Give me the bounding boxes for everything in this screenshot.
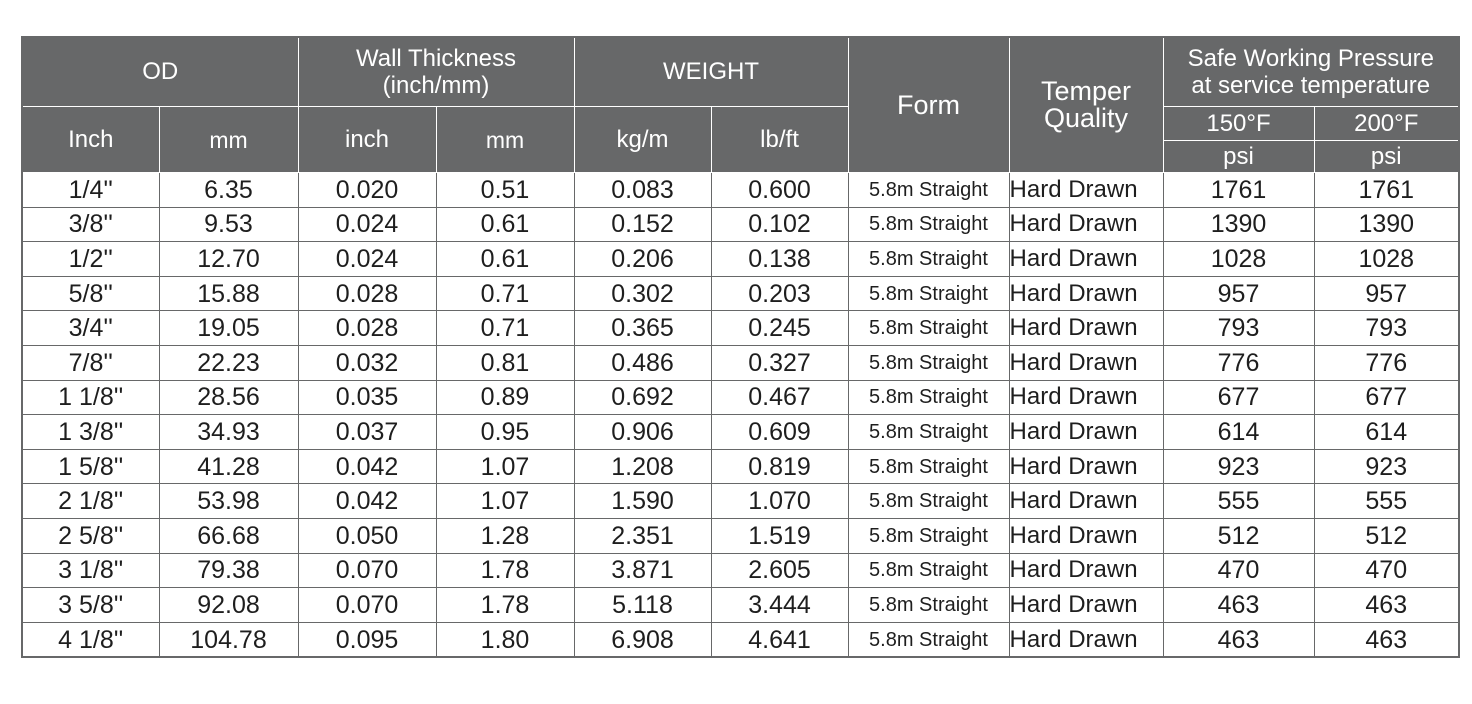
cell-form: 5.8m Straight xyxy=(848,380,1009,415)
cell-wall-mm: 0.89 xyxy=(436,380,574,415)
cell-psi-200f: 614 xyxy=(1314,415,1459,450)
cell-weight-lb-ft: 1.519 xyxy=(711,518,848,553)
cell-psi-150f: 1761 xyxy=(1163,173,1314,208)
cell-od-inch: 3 5/8'' xyxy=(22,588,159,623)
header-wall-inch: inch xyxy=(298,107,436,173)
cell-od-inch: 2 5/8'' xyxy=(22,518,159,553)
cell-psi-150f: 555 xyxy=(1163,484,1314,519)
cell-psi-200f: 1390 xyxy=(1314,207,1459,242)
cell-temper-quality: Hard Drawn xyxy=(1009,415,1163,450)
cell-weight-kg-m: 0.083 xyxy=(574,173,711,208)
cell-wall-inch: 0.024 xyxy=(298,207,436,242)
cell-od-inch: 4 1/8'' xyxy=(22,622,159,657)
cell-weight-kg-m: 1.208 xyxy=(574,449,711,484)
cell-psi-200f: 1028 xyxy=(1314,242,1459,277)
cell-form: 5.8m Straight xyxy=(848,276,1009,311)
cell-psi-150f: 1028 xyxy=(1163,242,1314,277)
cell-od-inch: 5/8'' xyxy=(22,276,159,311)
cell-wall-inch: 0.095 xyxy=(298,622,436,657)
cell-form: 5.8m Straight xyxy=(848,311,1009,346)
header-form: Form xyxy=(848,37,1009,173)
cell-form: 5.8m Straight xyxy=(848,415,1009,450)
header-temper-quality: Temper Quality xyxy=(1009,37,1163,173)
cell-weight-kg-m: 1.590 xyxy=(574,484,711,519)
table-row xyxy=(22,173,1459,208)
cell-temper-quality: Hard Drawn xyxy=(1009,484,1163,519)
header-weight-lb-ft: lb/ft xyxy=(711,107,848,173)
cell-weight-kg-m: 0.206 xyxy=(574,242,711,277)
cell-od-mm: 79.38 xyxy=(159,553,298,588)
cell-od-inch: 1 1/8'' xyxy=(22,380,159,415)
cell-wall-mm: 1.80 xyxy=(436,622,574,657)
header-temp-200f: 200°F xyxy=(1314,107,1459,141)
cell-wall-inch: 0.024 xyxy=(298,242,436,277)
cell-od-mm: 12.70 xyxy=(159,242,298,277)
cell-weight-lb-ft: 0.609 xyxy=(711,415,848,450)
cell-od-mm: 9.53 xyxy=(159,207,298,242)
cell-weight-kg-m: 0.302 xyxy=(574,276,711,311)
header-od-mm: mm xyxy=(159,107,298,173)
cell-od-inch: 1/4'' xyxy=(22,173,159,208)
cell-od-inch: 2 1/8'' xyxy=(22,484,159,519)
table-row xyxy=(22,345,1459,380)
cell-od-mm: 53.98 xyxy=(159,484,298,519)
cell-psi-200f: 793 xyxy=(1314,311,1459,346)
cell-wall-mm: 1.07 xyxy=(436,449,574,484)
cell-form: 5.8m Straight xyxy=(848,484,1009,519)
cell-form: 5.8m Straight xyxy=(848,518,1009,553)
cell-wall-mm: 0.51 xyxy=(436,173,574,208)
cell-od-mm: 6.35 xyxy=(159,173,298,208)
cell-wall-mm: 0.71 xyxy=(436,311,574,346)
cell-od-mm: 28.56 xyxy=(159,380,298,415)
table-header xyxy=(22,37,1459,173)
cell-od-mm: 66.68 xyxy=(159,518,298,553)
table-row xyxy=(22,242,1459,277)
cell-weight-lb-ft: 0.203 xyxy=(711,276,848,311)
cell-psi-200f: 463 xyxy=(1314,622,1459,657)
cell-weight-lb-ft: 0.467 xyxy=(711,380,848,415)
cell-form: 5.8m Straight xyxy=(848,553,1009,588)
cell-weight-kg-m: 0.906 xyxy=(574,415,711,450)
cell-od-mm: 92.08 xyxy=(159,588,298,623)
cell-weight-kg-m: 5.118 xyxy=(574,588,711,623)
cell-temper-quality: Hard Drawn xyxy=(1009,207,1163,242)
cell-temper-quality: Hard Drawn xyxy=(1009,276,1163,311)
cell-weight-lb-ft: 0.819 xyxy=(711,449,848,484)
cell-weight-lb-ft: 0.245 xyxy=(711,311,848,346)
cell-form: 5.8m Straight xyxy=(848,449,1009,484)
cell-od-inch: 3/8'' xyxy=(22,207,159,242)
cell-temper-quality: Hard Drawn xyxy=(1009,345,1163,380)
cell-weight-kg-m: 0.365 xyxy=(574,311,711,346)
header-od-inch: Inch xyxy=(22,107,159,173)
cell-psi-200f: 957 xyxy=(1314,276,1459,311)
table-body xyxy=(22,173,1459,658)
cell-od-mm: 41.28 xyxy=(159,449,298,484)
cell-form: 5.8m Straight xyxy=(848,207,1009,242)
cell-psi-150f: 512 xyxy=(1163,518,1314,553)
cell-form: 5.8m Straight xyxy=(848,173,1009,208)
cell-psi-150f: 923 xyxy=(1163,449,1314,484)
cell-form: 5.8m Straight xyxy=(848,345,1009,380)
cell-wall-inch: 0.035 xyxy=(298,380,436,415)
cell-psi-200f: 923 xyxy=(1314,449,1459,484)
cell-wall-inch: 0.032 xyxy=(298,345,436,380)
cell-weight-lb-ft: 0.102 xyxy=(711,207,848,242)
cell-od-inch: 1/2'' xyxy=(22,242,159,277)
cell-weight-kg-m: 2.351 xyxy=(574,518,711,553)
table-row xyxy=(22,553,1459,588)
cell-wall-mm: 0.81 xyxy=(436,345,574,380)
cell-wall-mm: 1.78 xyxy=(436,553,574,588)
cell-psi-150f: 677 xyxy=(1163,380,1314,415)
cell-psi-200f: 463 xyxy=(1314,588,1459,623)
cell-wall-inch: 0.042 xyxy=(298,449,436,484)
cell-wall-inch: 0.070 xyxy=(298,588,436,623)
cell-weight-lb-ft: 4.641 xyxy=(711,622,848,657)
cell-psi-200f: 776 xyxy=(1314,345,1459,380)
cell-od-inch: 1 3/8'' xyxy=(22,415,159,450)
cell-weight-lb-ft: 2.605 xyxy=(711,553,848,588)
cell-temper-quality: Hard Drawn xyxy=(1009,380,1163,415)
cell-weight-kg-m: 6.908 xyxy=(574,622,711,657)
cell-wall-inch: 0.020 xyxy=(298,173,436,208)
cell-psi-150f: 470 xyxy=(1163,553,1314,588)
cell-psi-150f: 614 xyxy=(1163,415,1314,450)
header-wall-thickness: Wall Thickness (inch/mm) xyxy=(298,37,574,107)
cell-od-inch: 7/8'' xyxy=(22,345,159,380)
table-row xyxy=(22,415,1459,450)
table-row xyxy=(22,622,1459,657)
cell-weight-lb-ft: 0.600 xyxy=(711,173,848,208)
cell-weight-lb-ft: 1.070 xyxy=(711,484,848,519)
cell-wall-mm: 0.71 xyxy=(436,276,574,311)
cell-wall-inch: 0.037 xyxy=(298,415,436,450)
cell-temper-quality: Hard Drawn xyxy=(1009,588,1163,623)
cell-temper-quality: Hard Drawn xyxy=(1009,518,1163,553)
cell-temper-quality: Hard Drawn xyxy=(1009,622,1163,657)
copper-tube-spec-table xyxy=(21,36,1460,658)
cell-temper-quality: Hard Drawn xyxy=(1009,173,1163,208)
cell-od-mm: 104.78 xyxy=(159,622,298,657)
cell-wall-inch: 0.050 xyxy=(298,518,436,553)
cell-weight-kg-m: 0.486 xyxy=(574,345,711,380)
header-weight-kg-m: kg/m xyxy=(574,107,711,173)
table-row xyxy=(22,311,1459,346)
cell-temper-quality: Hard Drawn xyxy=(1009,311,1163,346)
header-wall-mm: mm xyxy=(436,107,574,173)
cell-psi-150f: 463 xyxy=(1163,622,1314,657)
cell-psi-150f: 1390 xyxy=(1163,207,1314,242)
table-row xyxy=(22,588,1459,623)
cell-form: 5.8m Straight xyxy=(848,588,1009,623)
cell-temper-quality: Hard Drawn xyxy=(1009,242,1163,277)
table-row xyxy=(22,484,1459,519)
table-row xyxy=(22,276,1459,311)
header-od: OD xyxy=(22,37,298,107)
cell-psi-200f: 512 xyxy=(1314,518,1459,553)
cell-od-mm: 19.05 xyxy=(159,311,298,346)
table-row xyxy=(22,380,1459,415)
header-psi-200f: psi xyxy=(1314,141,1459,173)
cell-od-inch: 3/4'' xyxy=(22,311,159,346)
cell-temper-quality: Hard Drawn xyxy=(1009,553,1163,588)
cell-weight-lb-ft: 3.444 xyxy=(711,588,848,623)
cell-wall-mm: 1.78 xyxy=(436,588,574,623)
cell-wall-inch: 0.028 xyxy=(298,276,436,311)
cell-psi-150f: 957 xyxy=(1163,276,1314,311)
cell-form: 5.8m Straight xyxy=(848,242,1009,277)
cell-wall-inch: 0.070 xyxy=(298,553,436,588)
cell-od-inch: 1 5/8'' xyxy=(22,449,159,484)
cell-psi-150f: 463 xyxy=(1163,588,1314,623)
cell-weight-kg-m: 0.152 xyxy=(574,207,711,242)
cell-wall-inch: 0.028 xyxy=(298,311,436,346)
header-psi-150f: psi xyxy=(1163,141,1314,173)
cell-wall-mm: 1.28 xyxy=(436,518,574,553)
cell-od-inch: 3 1/8'' xyxy=(22,553,159,588)
cell-wall-mm: 0.95 xyxy=(436,415,574,450)
cell-psi-200f: 1761 xyxy=(1314,173,1459,208)
table-row xyxy=(22,518,1459,553)
cell-weight-lb-ft: 0.138 xyxy=(711,242,848,277)
cell-wall-mm: 0.61 xyxy=(436,242,574,277)
cell-od-mm: 34.93 xyxy=(159,415,298,450)
header-weight: WEIGHT xyxy=(574,37,848,107)
cell-psi-200f: 555 xyxy=(1314,484,1459,519)
cell-form: 5.8m Straight xyxy=(848,622,1009,657)
table-row xyxy=(22,449,1459,484)
cell-wall-mm: 0.61 xyxy=(436,207,574,242)
cell-weight-kg-m: 3.871 xyxy=(574,553,711,588)
cell-psi-150f: 776 xyxy=(1163,345,1314,380)
cell-temper-quality: Hard Drawn xyxy=(1009,449,1163,484)
cell-psi-200f: 470 xyxy=(1314,553,1459,588)
cell-od-mm: 15.88 xyxy=(159,276,298,311)
header-temp-150f: 150°F xyxy=(1163,107,1314,141)
cell-wall-mm: 1.07 xyxy=(436,484,574,519)
cell-psi-150f: 793 xyxy=(1163,311,1314,346)
cell-od-mm: 22.23 xyxy=(159,345,298,380)
cell-wall-inch: 0.042 xyxy=(298,484,436,519)
cell-psi-200f: 677 xyxy=(1314,380,1459,415)
table-row xyxy=(22,207,1459,242)
cell-weight-lb-ft: 0.327 xyxy=(711,345,848,380)
cell-weight-kg-m: 0.692 xyxy=(574,380,711,415)
header-safe-working-pressure: Safe Working Pressure at service temperature xyxy=(1163,37,1459,107)
